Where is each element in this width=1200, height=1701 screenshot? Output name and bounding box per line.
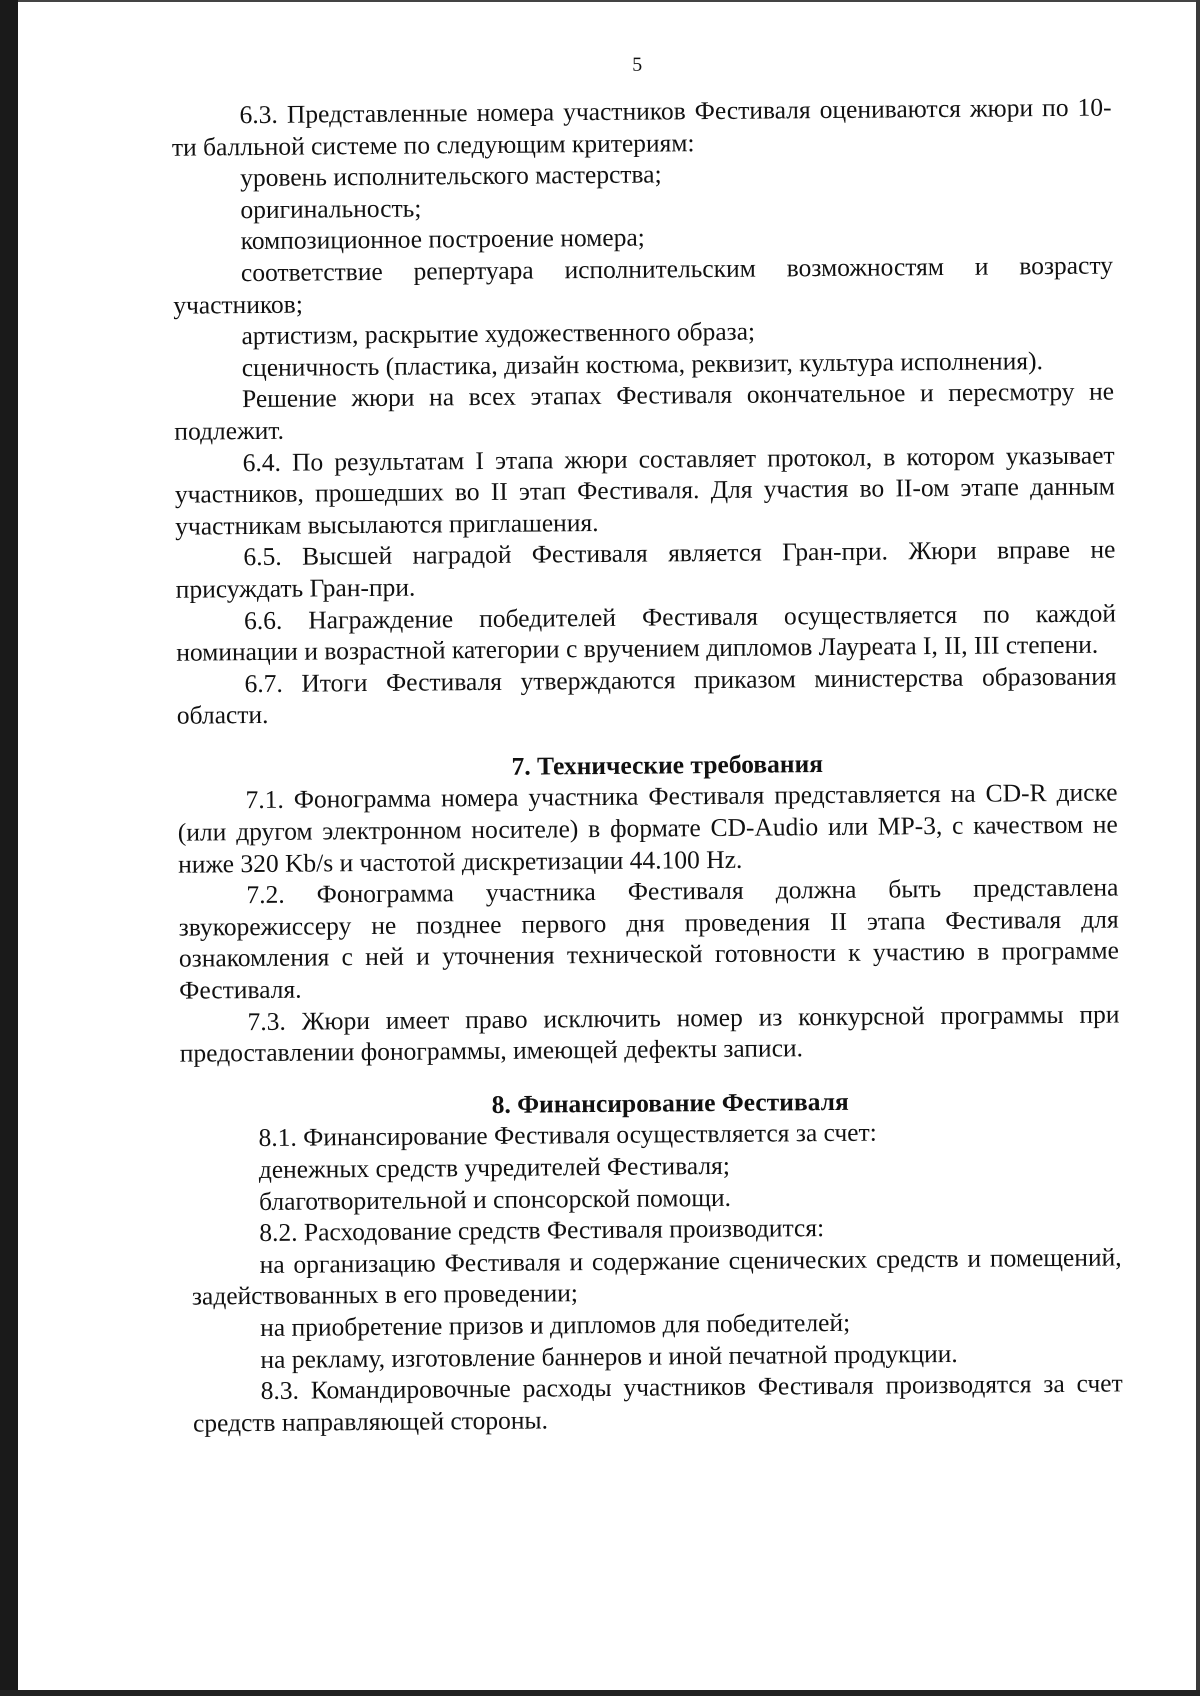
expense-item: на приобретение призов и дипломов для победителей; [260,1307,851,1342]
section-8-body [180,1115,1123,1439]
expense-item: на организацию Фестиваля и содержание сценических средств и помещений, задействованных в его проведении; [191,1242,1122,1311]
criterion-item: артистизм, раскрытие художественного образа; [241,316,756,351]
paragraph-7-1: 7.1. Фонограмма номера участника Фестиваля представляется на CD-R диске (или другом электронном носителе) в формате CD-Audio или MP-3, с качеством не ниже 320 Kb/s и частотой дискретизации 44.100 Hz. [177,777,1118,879]
expense-item: на рекламу, изготовление баннеров и иной печатной продукции. [260,1338,958,1374]
document-body [171,92,1123,1439]
paragraph-8-1: 8.1. Финансирование Фестиваля осуществляется за счет: [258,1118,877,1153]
paragraph-8-2: 8.2. Расходование средств Фестиваля производится: [259,1213,825,1248]
paragraph-6-5: 6.5. Высшей наградой Фестиваля является Гран-при. Жюри вправе не присуждать Гран-при. [175,534,1116,604]
criterion-item: композиционное построение номера; [240,222,645,256]
criterion-item: уровень исполнительского мастерства; [240,159,662,193]
paragraph-6-6: 6.6. Награждение победителей Фестиваля осуществляется по каждой номинации и возрастной категории с вручением дипломов Лауреата I, II, III степени. [176,597,1117,667]
criterion-item: оригинальность; [240,193,422,224]
paragraph-6-4: 6.4. По результатам I этапа жюри составляет протокол, в котором указывает участников, прошедших во II этап Фестиваля. Для участия во II-ом этапе данным участникам высылаются приглашения. [174,440,1115,541]
paragraph-7-2: 7.2. Фонограмма участника Фестиваля должна быть представлена звукорежиссеру не позднее первого дня проведения II этапа Фестиваля для ознакомления с ней и уточнения технической готовности к участию в программе Фестиваля. [178,872,1120,1005]
funding-source-item: благотворительной и спонсорской помощи. [258,1182,732,1216]
funding-source-item: денежных средств учредителей Фестиваля; [258,1150,731,1184]
paragraph-6-7: 6.7. Итоги Фестиваля утверждаются приказом министерства образования области. [176,661,1117,730]
criterion-item: сценичность (пластика, дизайн костюма, реквизит, культура исполнения). [241,345,1043,382]
paragraph-6-3: 6.3. Представленные номера участников Фестиваля оцениваются жюри по 10-ти балльной системе по следующим критериям: [171,92,1112,162]
criterion-item: соответствие репертуара исполнительским возможностям и возрасту участников; [173,250,1114,320]
page-number: 5 [632,53,643,76]
paragraph-jury-decision: Решение жюри на всех этапах Фестиваля окончательное и пересмотру не подлежит. [174,376,1115,446]
paragraph-7-3: 7.3. Жюри имеет право исключить номер из конкурсной программы при предоставлении фонограммы, имеющей дефекты записи. [179,999,1120,1068]
section-8-heading: 8. Финансирование Фестиваля [491,1086,849,1119]
paragraph-8-3: 8.3. Командировочные расходы участников Фестиваля производятся за счет средств направляющей стороны. [192,1368,1123,1438]
section-7-heading: 7. Технические требования [511,748,824,781]
